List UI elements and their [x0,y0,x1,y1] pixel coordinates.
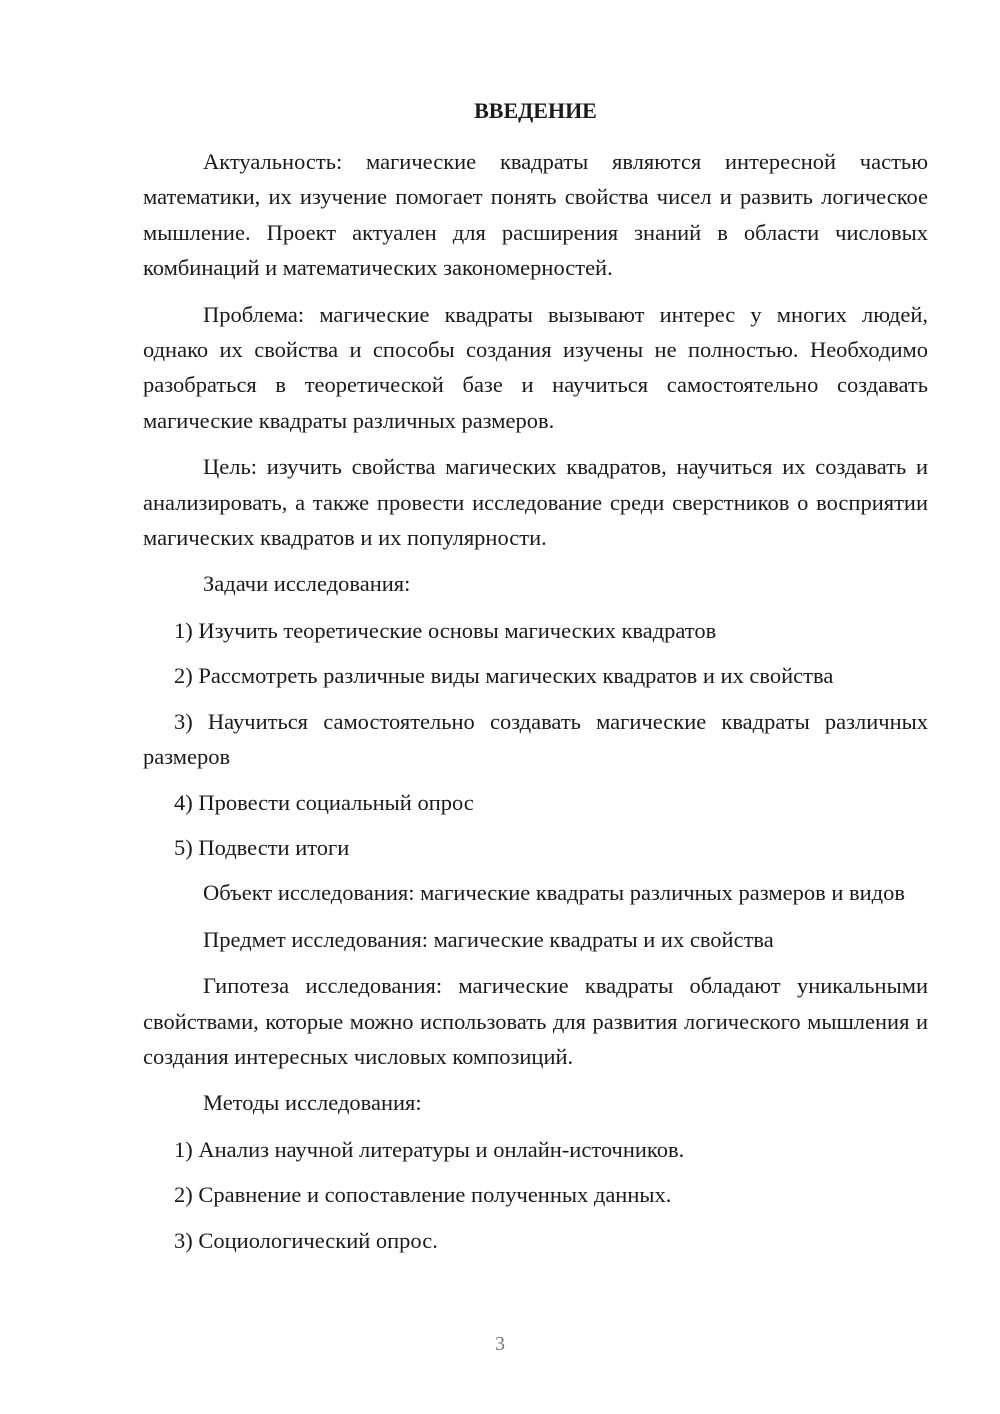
paragraph-relevance: Актуальность: магические квадраты являются интересной частью математики, их изучение помогает понять свойства чисел и развить логическое мышление. Проект актуален для расширения знаний в области числовых комбинаций и математических закономерностей. [143,149,928,281]
list-item-task-2: 2) Рассмотреть различные виды магических квадратов и их свойства [174,663,834,689]
paragraph-subject: Предмет исследования: магические квадраты и их свойства [203,926,774,952]
paragraph-methods-heading: Методы исследования: [203,1090,422,1116]
section-title: ВВЕДЕНИЕ [474,98,597,123]
paragraph-goal: Цель: изучить свойства магических квадратов, научиться их создавать и анализировать, а также провести исследование среди сверстников о восприятии магических квадратов и их популярности. [143,454,928,551]
list-item-method-1: 1) Анализ научной литературы и онлайн-источников. [174,1136,685,1162]
list-item-task-5: 5) Подвести итоги [174,834,350,860]
list-item-method-3: 3) Социологический опрос. [174,1227,438,1253]
list-item-method-2: 2) Сравнение и сопоставление полученных данных. [174,1182,672,1208]
paragraph-object: Объект исследования: магические квадраты различных размеров и видов [203,880,905,906]
paragraph-tasks-heading: Задачи исследования: [203,571,411,597]
list-item-task-1: 1) Изучить теоретические основы магических квадратов [174,617,717,643]
paragraph-hypothesis: Гипотеза исследования: магические квадраты обладают уникальными свойствами, которые можно использовать для развития логического мышления и создания интересных числовых композиций. [143,973,928,1069]
page-number: 3 [495,1333,505,1355]
page-content [143,94,928,1268]
list-item-task-4: 4) Провести социальный опрос [174,789,474,815]
paragraph-problem: Проблема: магические квадраты вызывают интерес у многих людей, однако их свойства и способы создания изучены не полностью. Необходимо разобраться в теоретической базе и научиться самостоятельно создавать магические квадраты различных размеров. [143,301,928,433]
list-item-task-3: 3) Научиться самостоятельно создавать магические квадраты различных размеров [143,708,928,770]
